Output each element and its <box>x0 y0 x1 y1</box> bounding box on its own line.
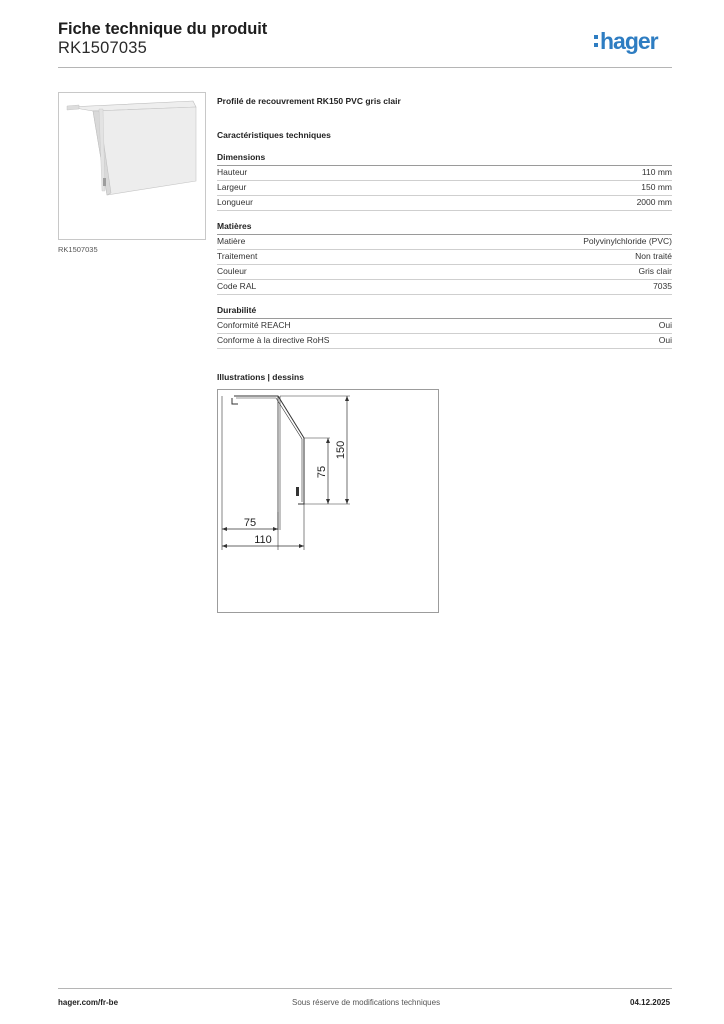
document-title: Fiche technique du produit <box>58 20 268 38</box>
row-value: Gris clair <box>638 266 672 276</box>
dim-height-total: 150 <box>335 440 347 460</box>
hager-logo <box>594 28 658 55</box>
row-value: 2000 mm <box>636 197 672 207</box>
row-label: Conformité REACH <box>217 320 291 330</box>
group-materials <box>217 221 672 295</box>
group-durability <box>217 305 672 349</box>
row-label: Couleur <box>217 266 247 276</box>
row-value: Polyvinylchloride (PVC) <box>583 236 672 246</box>
footer-divider <box>58 988 672 989</box>
group-title: Dimensions <box>217 152 672 166</box>
dim-width-inner: 75 <box>243 517 257 529</box>
row-label: Traitement <box>217 251 258 261</box>
row-label: Longueur <box>217 197 253 207</box>
footer-website[interactable]: hager.com/fr-be <box>58 998 119 1007</box>
dim-height-inner: 75 <box>316 465 328 479</box>
logo-text: hager <box>600 28 658 54</box>
group-title: Matières <box>217 221 672 235</box>
header-divider <box>58 67 672 68</box>
table-row <box>217 319 672 334</box>
row-value: 7035 <box>653 281 672 291</box>
photo-caption: RK1507035 <box>58 245 98 254</box>
table-row <box>217 196 672 211</box>
table-row <box>217 235 672 250</box>
table-row <box>217 280 672 295</box>
row-value: Oui <box>658 320 672 330</box>
table-row <box>217 181 672 196</box>
product-reference: RK1507035 <box>58 39 147 57</box>
table-row <box>217 250 672 265</box>
characteristics-panel <box>217 96 672 359</box>
row-value: Non traité <box>635 251 672 261</box>
product-profile-image <box>59 93 205 239</box>
technical-drawing <box>217 389 439 613</box>
group-title: Durabilité <box>217 305 672 319</box>
row-value: Oui <box>658 335 672 345</box>
dim-width-total: 110 <box>254 534 272 546</box>
group-dimensions <box>217 152 672 211</box>
section-title: Caractéristiques techniques <box>217 130 331 140</box>
logo-dots-icon <box>594 35 599 47</box>
footer-date: 04.12.2025 <box>630 998 671 1007</box>
row-label: Hauteur <box>217 167 248 177</box>
row-value: 110 mm <box>641 167 672 177</box>
table-row <box>217 334 672 349</box>
profile-dimension-drawing <box>218 390 438 612</box>
footer-notice: Sous réserve de modifications techniques <box>292 998 441 1007</box>
product-name: Profilé de recouvrement RK150 PVC gris clair <box>217 96 401 106</box>
table-row <box>217 265 672 280</box>
illustrations-title: Illustrations | dessins <box>217 372 304 382</box>
row-value: 150 mm <box>641 182 672 192</box>
product-photo <box>58 92 206 240</box>
row-label: Conforme à la directive RoHS <box>217 335 330 345</box>
row-label: Largeur <box>217 182 247 192</box>
row-label: Code RAL <box>217 281 257 291</box>
table-row <box>217 166 672 181</box>
row-label: Matière <box>217 236 246 246</box>
